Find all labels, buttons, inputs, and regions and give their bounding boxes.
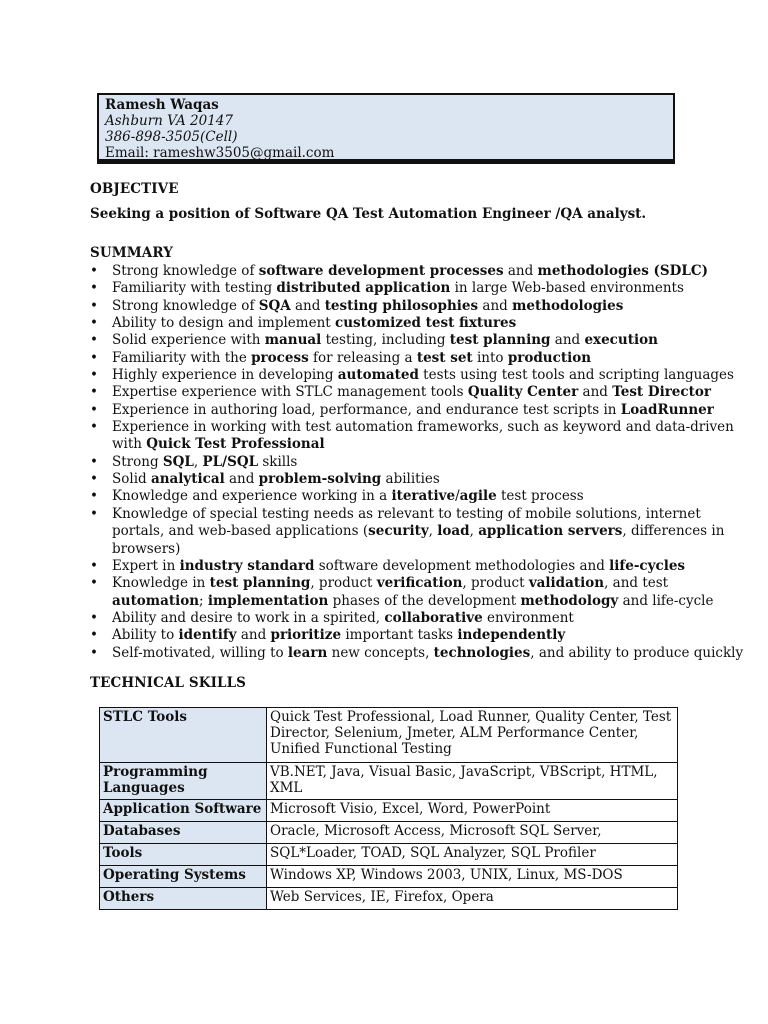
summary-item-emphasis: methodology <box>520 592 619 609</box>
summary-item-emphasis: industry standard <box>179 557 315 574</box>
summary-item-text: and <box>224 471 259 488</box>
summary-item <box>90 332 690 349</box>
summary-item-text: / <box>455 488 460 505</box>
summary-item-emphasis: customized test fixtures <box>334 315 517 332</box>
summary-item-emphasis: distributed application <box>276 280 451 297</box>
summary-item-text: new concepts, <box>327 644 434 661</box>
summary-item-emphasis: test set <box>416 349 473 366</box>
summary-item-text: software development methodologies and <box>314 557 610 574</box>
summary-item-emphasis: production <box>507 349 592 366</box>
summary-item-emphasis: collaborative <box>384 609 483 626</box>
summary-item-emphasis: test planning <box>209 575 311 592</box>
summary-item <box>90 558 690 575</box>
summary-item-emphasis: identify <box>178 627 237 644</box>
summary-item-text: Solid <box>112 471 151 488</box>
summary-item-text: abilities <box>381 471 440 488</box>
summary-item-text: Experience in authoring load, performance, and endurance test scripts in <box>112 401 621 418</box>
skill-category-cell: STLC Tools <box>100 708 267 763</box>
summary-item-text: , differences in <box>622 523 725 540</box>
summary-item <box>90 298 690 315</box>
summary-item-text: , <box>428 523 438 540</box>
summary-item-emphasis: test planning <box>449 332 551 349</box>
skill-tools-cell: Quick Test Professional, Load Runner, Quality Center, Test Director, Selenium, Jmeter, ALM Performance Center, Unified Functional Testing <box>267 708 678 763</box>
skills-table-row <box>100 888 678 910</box>
summary-item-text: tests using test tools and scripting languages <box>418 367 734 384</box>
summary-item-emphasis: SQL <box>162 453 194 470</box>
summary-item-emphasis: technologies <box>433 644 531 661</box>
technical-skills-heading: TECHNICAL SKILLS <box>90 675 247 691</box>
objective-heading: OBJECTIVE <box>90 181 179 197</box>
summary-item-emphasis: verification <box>376 575 463 592</box>
skill-tools-cell: Microsoft Visio, Excel, Word, PowerPoint <box>267 800 678 822</box>
summary-item <box>90 610 690 627</box>
summary-item-emphasis: execution <box>584 332 658 349</box>
skill-tools-cell: Windows XP, Windows 2003, UNIX, Linux, MS-DOS <box>267 866 678 888</box>
summary-item-emphasis: methodologies (SDLC) <box>537 263 708 279</box>
summary-item-text: Self-motivated, willing to <box>112 644 288 661</box>
skill-category-cell: Operating Systems <box>100 866 267 888</box>
summary-item <box>90 315 690 332</box>
candidate-address: Ashburn VA 20147 <box>105 113 233 129</box>
summary-item <box>90 488 690 505</box>
summary-item-emphasis: validation <box>528 575 605 592</box>
summary-item-text: Knowledge of special testing needs as relevant to testing of mobile solutions, internet <box>112 505 701 522</box>
summary-item-text: with <box>112 436 147 453</box>
candidate-name: Ramesh Waqas <box>105 97 219 113</box>
summary-item <box>90 280 690 297</box>
summary-item-emphasis: life-cycles <box>609 557 686 574</box>
summary-item-emphasis: independently <box>457 627 566 644</box>
summary-item-text: and <box>550 332 585 349</box>
summary-item-text: Familiarity with the <box>112 349 252 366</box>
skills-table-row <box>100 822 678 844</box>
summary-item-text: Strong knowledge of <box>112 297 259 314</box>
summary-item-emphasis: analytical <box>150 471 225 488</box>
summary-item-text: Knowledge and experience working in a <box>112 488 392 505</box>
summary-item-text: Expert in <box>112 557 180 574</box>
summary-item-text: , and ability to produce quickly <box>530 644 744 661</box>
summary-item-emphasis: automated <box>337 367 419 384</box>
summary-item-text: Knowledge in <box>112 575 210 592</box>
summary-item-emphasis: security <box>368 523 429 540</box>
summary-item-text: important tasks <box>341 627 458 644</box>
summary-item-text: , product <box>462 575 529 592</box>
summary-item <box>90 367 734 384</box>
summary-item-emphasis: prioritize <box>270 627 342 644</box>
summary-item-text: Strong knowledge of <box>112 263 259 279</box>
skill-category-cell: Tools <box>100 844 267 866</box>
skill-tools-cell: SQL*Loader, TOAD, SQL Analyzer, SQL Profiler <box>267 844 678 866</box>
skills-table-row <box>100 800 678 822</box>
summary-item-emphasis: Quality Center <box>467 384 579 401</box>
summary-item-emphasis: automation <box>112 592 200 609</box>
summary-item-emphasis: methodologies <box>512 297 624 314</box>
candidate-phone: 386-898-3505(Cell) <box>105 129 238 145</box>
summary-item-text: browsers) <box>112 540 181 557</box>
summary-item-emphasis: process <box>251 349 309 366</box>
summary-item-emphasis: agile <box>459 488 497 505</box>
summary-item-text: Experience in working with test automation frameworks, such as keyword and data-driven <box>112 419 734 436</box>
summary-item-text: Solid experience with <box>112 332 265 349</box>
skills-table-row <box>100 708 678 763</box>
summary-item-text: and <box>236 627 271 644</box>
summary-item-text: Ability to <box>112 627 179 644</box>
summary-item-text: and <box>578 384 613 401</box>
summary-heading: SUMMARY <box>90 245 174 261</box>
summary-item-emphasis: LoadRunner <box>620 401 714 418</box>
summary-item-text: and <box>478 297 513 314</box>
summary-item-text: Expertise experience with STLC management tools <box>112 384 468 401</box>
summary-item <box>90 384 711 401</box>
summary-item-text: for releasing a <box>308 349 417 366</box>
summary-item-text: Ability and desire to work in a spirited, <box>112 609 385 626</box>
skill-category-cell: Application Software <box>100 800 267 822</box>
summary-list <box>90 263 744 662</box>
summary-item <box>90 505 725 558</box>
summary-item-text: and life-cycle <box>618 592 714 609</box>
skill-category-cell: Programming Languages <box>100 763 267 800</box>
summary-item-text: , product <box>310 575 377 592</box>
skills-table-row <box>100 763 678 800</box>
summary-item-text: ; <box>199 592 208 609</box>
summary-item-emphasis: learn <box>287 644 328 661</box>
summary-item-emphasis: application servers <box>478 523 623 540</box>
skills-table-row <box>100 844 678 866</box>
summary-item <box>90 350 690 367</box>
summary-item-emphasis: SQA <box>258 297 291 314</box>
summary-item-text: Familiarity with testing <box>112 280 277 297</box>
skill-category-cell: Others <box>100 888 267 910</box>
objective-text: Seeking a position of Software QA Test Automation Engineer /QA analyst. <box>90 206 647 222</box>
summary-item <box>90 419 734 454</box>
summary-item-emphasis: Test Director <box>612 384 711 401</box>
summary-item-text: and <box>503 263 538 279</box>
summary-item-text: , and test <box>604 575 669 592</box>
contact-info-box <box>97 93 675 161</box>
summary-item <box>90 263 708 280</box>
summary-item-text: Strong <box>112 453 163 470</box>
summary-item-text: Ability to design and implement <box>112 315 335 332</box>
skills-table-row <box>100 866 678 888</box>
summary-item <box>90 471 690 488</box>
skill-category-cell: Databases <box>100 822 267 844</box>
summary-item <box>90 401 714 419</box>
summary-item-emphasis: load <box>437 523 470 540</box>
technical-skills-table <box>99 707 678 910</box>
summary-item-emphasis: iterative <box>391 488 456 505</box>
summary-item <box>90 454 690 471</box>
summary-item-emphasis: testing philosophies <box>324 297 479 314</box>
summary-item-text: phases of the development <box>328 592 521 609</box>
summary-item-emphasis: implementation <box>207 592 329 609</box>
summary-item-emphasis: PL/SQL <box>202 453 259 470</box>
summary-item-text: skills <box>258 453 298 470</box>
summary-item-emphasis: software development processes <box>258 263 504 279</box>
summary-item-text: , <box>193 453 203 470</box>
summary-item-text: Highly experience in developing <box>112 367 338 384</box>
skill-tools-cell: Web Services, IE, Firefox, Opera <box>267 888 678 910</box>
candidate-email: Email: rameshw3505@gmail.com <box>105 145 335 161</box>
summary-item-text: into <box>472 349 508 366</box>
summary-item-text: and <box>290 297 325 314</box>
summary-item-text: test process <box>496 488 584 505</box>
summary-item-text: portals, and web-based applications ( <box>112 523 369 540</box>
summary-item-emphasis: manual <box>264 332 322 349</box>
skill-tools-cell: Oracle, Microsoft Access, Microsoft SQL Server, <box>267 822 678 844</box>
summary-item-emphasis: problem-solving <box>258 471 382 488</box>
summary-item-text: environment <box>482 609 574 626</box>
summary-item <box>90 644 744 662</box>
summary-item-text: in large Web-based environments <box>450 280 684 297</box>
summary-item-text: , <box>469 523 479 540</box>
summary-item-emphasis: Quick Test Professional <box>146 436 325 453</box>
summary-item <box>90 575 714 610</box>
summary-item-text: testing, including <box>321 332 450 349</box>
skill-tools-cell: VB.NET, Java, Visual Basic, JavaScript, VBScript, HTML, XML <box>267 763 678 800</box>
summary-item <box>90 627 690 644</box>
